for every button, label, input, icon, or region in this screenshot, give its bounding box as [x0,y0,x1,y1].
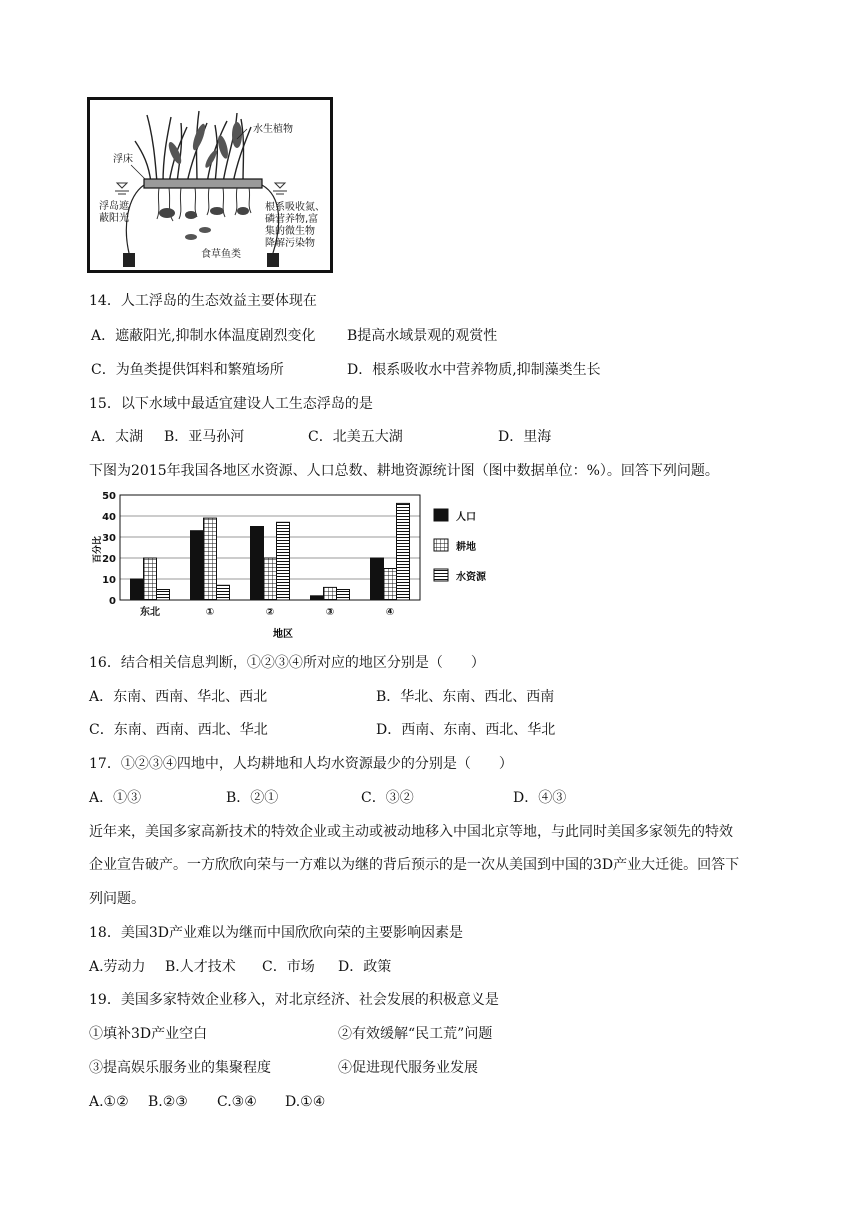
float-bed [144,179,262,188]
passage-line-1: 近年来，美国多家高新技术的特效企业或主动或被动地移入中国北京等地，与此同时美国多家领先的特效 [89,824,733,840]
q19-stem: 19．美国多家特效企业移入，对北京经济、社会发展的积极意义是 [89,992,499,1008]
y-tick-label: 50 [102,491,116,502]
q18-option-c: C．市场 [262,959,315,975]
label-roots-4: 降解污染物 [265,238,315,249]
q19-item-1: ①填补3D产业空白 [89,1026,208,1042]
bar-人口-② [251,527,264,601]
q18-option-a: A.劳动力 [89,959,146,975]
label-roots-1: 根系吸收氮、 [265,202,325,213]
q15-option-b: B．亚马孙河 [164,429,245,445]
q17-option-d: D．④③ [513,790,567,806]
q16-stem: 16．结合相关信息判断，①②③④所对应的地区分别是（ ） [89,655,485,671]
q16-option-b: B．华北、东南、西北、西南 [376,689,555,705]
x-tick-label: ④ [385,607,395,618]
label-roots-3: 集的微生物 [265,226,315,237]
y-tick-label: 40 [102,512,116,523]
label-shade-1: 浮岛遮 [99,201,129,212]
q19-item-2: ②有效缓解“民工荒”问题 [338,1026,493,1042]
q19-item-3: ③提高娱乐服务业的集聚程度 [89,1060,271,1076]
bar-耕地-③ [324,587,337,600]
x-axis-label: 地区 [273,629,293,640]
bar-水资源-东北 [157,590,170,601]
bar-人口-③ [311,596,324,600]
bar-人口-① [191,531,204,600]
q14-option-a: A．遮蔽阳光,抑制水体温度剧烈变化 [91,328,316,344]
q16-option-c: C．东南、西南、西北、华北 [89,722,268,738]
q16-option-d: D．西南、东南、西北、华北 [376,722,556,738]
q14-option-d: D．根系吸收水中营养物质,抑制藻类生长 [347,362,601,378]
bar-水资源-① [217,585,230,600]
label-fish: 食草鱼类 [201,249,241,260]
q19-option-a: A.①② [89,1094,129,1110]
q14-stem: 14．人工浮岛的生态效益主要体现在 [89,293,317,309]
bar-耕地-④ [384,569,397,601]
y-tick-label: 0 [109,596,116,607]
x-tick-label: ① [205,607,215,618]
bar-耕地-② [264,558,277,600]
floating-island-diagram [87,97,333,273]
q19-option-b: B.②③ [148,1094,188,1110]
legend-label: 水资源 [456,572,486,583]
q18-option-d: D．政策 [338,959,392,975]
y-tick-label: 20 [102,554,116,565]
q17-option-c: C．③② [361,790,414,806]
q18-stem: 18．美国3D产业难以为继而中国欣欣向荣的主要影响因素是 [89,925,463,941]
label-plants: 水生植物 [253,124,293,135]
bar-水资源-③ [337,590,350,601]
label-float-bed: 浮床 [113,154,133,165]
y-tick-label: 10 [102,575,116,586]
legend-swatch-水资源 [434,569,448,581]
y-tick-label: 30 [102,533,116,544]
region-bar-chart [88,483,508,643]
intro-chart: 下图为2015年我国各地区水资源、人口总数、耕地资源统计图（图中数据单位：%）。回答下列问题。 [89,463,719,479]
bar-水资源-④ [397,503,410,600]
bar-耕地-① [204,518,217,600]
q17-stem: 17．①②③④四地中，人均耕地和人均水资源最少的分别是（ ） [89,756,513,772]
q14-option-c: C．为鱼类提供饵料和繁殖场所 [91,362,284,378]
anchor-right [267,253,279,267]
label-shade-2: 蔽阳光 [99,213,129,224]
bar-耕地-东北 [144,558,157,600]
anchor-left [123,253,135,267]
x-tick-label: ③ [325,607,335,618]
q17-option-a: A．①③ [89,790,142,806]
passage-line-2: 企业宣告破产。一方欣欣向荣与一方难以为继的背后预示的是一次从美国到中国的3D产业大迁徙。回答下 [89,857,740,873]
q19-item-4: ④促进现代服务业发展 [338,1060,478,1076]
legend-label: 耕地 [456,542,476,553]
q15-option-a: A．太湖 [91,429,144,445]
bar-人口-④ [371,558,384,600]
x-tick-label: 东北 [140,607,160,618]
legend-label: 人口 [456,512,476,523]
bar-水资源-② [277,522,290,600]
q17-option-b: B．②① [226,790,279,806]
q19-option-c: C.③④ [217,1094,257,1110]
label-roots-2: 磷营养物,富 [265,214,319,225]
q15-option-d: D．里海 [498,429,552,445]
x-tick-label: ② [265,607,275,618]
q14-option-b: B提高水域景观的观赏性 [347,328,498,344]
legend-swatch-耕地 [434,539,448,551]
passage-line-3: 列问题。 [89,891,145,907]
q15-stem: 15．以下水域中最适宜建设人工生态浮岛的是 [89,396,373,412]
q18-option-b: B.人才技术 [165,959,236,975]
y-axis-label: 百分比 [93,535,103,563]
q16-option-a: A．东南、西南、华北、西北 [89,689,268,705]
q15-option-c: C．北美五大湖 [308,429,403,445]
q19-option-d: D.①④ [285,1094,326,1110]
legend-swatch-人口 [434,509,448,521]
bar-人口-东北 [131,579,144,600]
